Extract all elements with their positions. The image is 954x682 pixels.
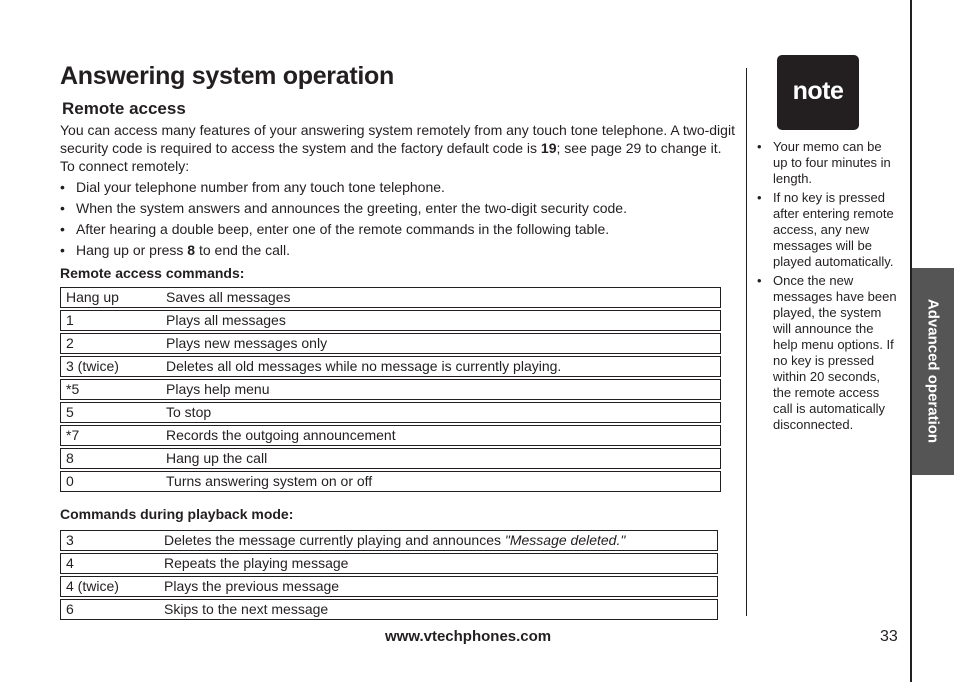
step-item: • After hearing a double beep, enter one of the remote commands in the following table.: [60, 220, 730, 241]
page-number: 33: [880, 628, 898, 645]
command-key: 4 (twice): [60, 576, 159, 597]
playback-commands-heading: Commands during playback mode:: [60, 506, 294, 522]
column-divider: [746, 68, 747, 616]
command-key: 1: [60, 310, 161, 331]
command-key: 0: [60, 471, 161, 492]
table-row: [60, 287, 721, 308]
command-action: To stop: [161, 402, 721, 423]
table-row: [60, 599, 718, 620]
command-action: Deletes all old messages while no message is currently playing.: [161, 356, 721, 377]
hang-up-key: 8: [187, 242, 196, 258]
table-row: [60, 471, 721, 492]
intro-text-end: ; see page 29 to change it. To connect remotely:: [60, 140, 722, 174]
table-row: [60, 425, 721, 446]
table-row: [60, 310, 721, 331]
step-item: [60, 241, 730, 262]
connection-steps: [60, 178, 730, 262]
command-action: Hang up the call: [161, 448, 721, 469]
step-item: • Dial your telephone number from any touch tone telephone.: [60, 178, 730, 199]
command-key: 3 (twice): [60, 356, 161, 377]
table-row: [60, 356, 721, 377]
command-key: 2: [60, 333, 161, 354]
note-icon: [777, 55, 859, 130]
intro-text: You can access many features of your answering system remotely from any touch tone telephone. A two-digit security code is required to access the system and the factory default code is: [60, 122, 735, 156]
table-row: [60, 576, 718, 597]
table-row: [60, 553, 718, 574]
command-action: Plays new messages only: [161, 333, 721, 354]
step-text-end: to end the call.: [195, 242, 291, 258]
command-key: *5: [60, 379, 161, 400]
command-action: Turns answering system on or off: [161, 471, 721, 492]
remote-commands-table: [60, 285, 721, 494]
table-row: [60, 448, 721, 469]
note-list: [757, 139, 897, 436]
intro-paragraph: [60, 121, 735, 175]
playback-commands-table: [60, 528, 718, 622]
command-action: Skips to the next message: [159, 599, 718, 620]
table-row: [60, 530, 718, 551]
table-row: [60, 379, 721, 400]
command-key: 8: [60, 448, 161, 469]
command-key: 3: [60, 530, 159, 551]
command-key: Hang up: [60, 287, 161, 308]
command-key: *7: [60, 425, 161, 446]
section-subtitle: Remote access: [62, 99, 186, 118]
command-key: 5: [60, 402, 161, 423]
command-action: Plays the previous message: [159, 576, 718, 597]
step-text: Hang up or press: [76, 242, 188, 258]
section-tab-label: Advanced operation: [924, 298, 942, 444]
note-item: • If no key is pressed after entering remote access, any new messages will be played automatically.: [757, 190, 897, 270]
command-action: Records the outgoing announcement: [161, 425, 721, 446]
page-title: Answering system operation: [60, 62, 394, 90]
note-item: • Your memo can be up to four minutes in length.: [757, 139, 897, 187]
command-action: Plays help menu: [161, 379, 721, 400]
table-row: [60, 333, 721, 354]
command-action: [159, 530, 718, 551]
command-key: 4: [60, 553, 159, 574]
command-action: Saves all messages: [161, 287, 721, 308]
command-action: Plays all messages: [161, 310, 721, 331]
footer-url: www.vtechphones.com: [385, 628, 552, 645]
table-row: [60, 402, 721, 423]
announcement-quote: "Message deleted.": [504, 532, 626, 548]
step-item: • When the system answers and announces the greeting, enter the two-digit security code.: [60, 199, 730, 220]
note-icon-label: note: [792, 77, 844, 105]
command-key: 6: [60, 599, 159, 620]
note-item: • Once the new messages have been played, the system will announce the help menu options. If no key is pressed within 20 seconds, the remote access call is automatically disconnected.: [757, 273, 897, 433]
remote-commands-heading: Remote access commands:: [60, 265, 245, 281]
action-text: Deletes the message currently playing and announces: [164, 532, 505, 548]
command-action: Repeats the playing message: [159, 553, 718, 574]
default-security-code: 19: [540, 140, 557, 156]
